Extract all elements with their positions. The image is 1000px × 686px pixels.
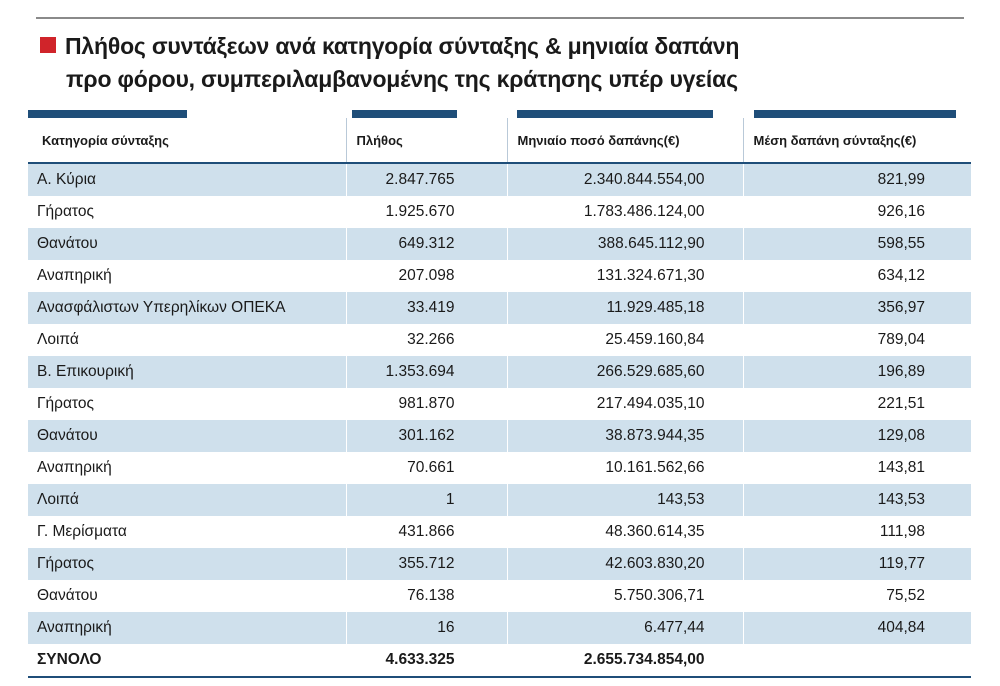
cell-category: Γήρατος — [37, 395, 94, 412]
cell-category: Γ. Μερίσματα — [37, 523, 127, 540]
cell-count: 1 — [346, 484, 507, 516]
table-row — [28, 292, 971, 324]
header-bar-count — [352, 110, 457, 118]
table-row — [28, 548, 971, 580]
cell-category: Γήρατος — [28, 548, 346, 580]
header-bar-amount — [517, 110, 713, 118]
header-category: Κατηγορία σύνταξης — [28, 118, 346, 163]
cell-monthly-amount: 266.529.685,60 — [507, 356, 743, 388]
cell-monthly-amount: 38.873.944,35 — [507, 420, 743, 452]
cell-average-cost: 221,51 — [743, 388, 971, 420]
total-average-cost — [743, 644, 971, 677]
header-count: Πλήθος — [346, 118, 507, 163]
pensions-table — [28, 118, 971, 678]
cell-category: Αναπηρική — [37, 267, 112, 284]
cell-monthly-amount: 1.783.486.124,00 — [507, 196, 743, 228]
cell-average-cost: 821,99 — [743, 163, 971, 196]
cell-monthly-amount: 42.603.830,20 — [507, 548, 743, 580]
cell-average-cost: 404,84 — [743, 612, 971, 644]
table-row — [28, 356, 971, 388]
table-header-row — [28, 118, 971, 163]
cell-monthly-amount: 143,53 — [507, 484, 743, 516]
cell-category: Β. Επικουρική — [28, 356, 346, 388]
cell-count: 70.661 — [346, 452, 507, 484]
cell-category: Θανάτου — [28, 228, 346, 260]
cell-count: 649.312 — [346, 228, 507, 260]
cell-average-cost: 789,04 — [743, 324, 971, 356]
cell-category: Α. Κύρια — [28, 163, 346, 196]
cell-category: Αναπηρική — [37, 459, 112, 476]
red-square-marker-icon — [40, 37, 56, 53]
cell-average-cost: 634,12 — [743, 260, 971, 292]
table-row — [28, 324, 971, 356]
cell-count: 33.419 — [346, 292, 507, 324]
cell-average-cost: 926,16 — [743, 196, 971, 228]
cell-monthly-amount: 11.929.485,18 — [507, 292, 743, 324]
cell-average-cost: 598,55 — [743, 228, 971, 260]
cell-category: Λοιπά — [28, 484, 346, 516]
table-row — [28, 420, 971, 452]
cell-count: 32.266 — [346, 324, 507, 356]
total-monthly-amount: 2.655.734.854,00 — [507, 644, 743, 677]
cell-count: 1.353.694 — [346, 356, 507, 388]
header-bar-average — [754, 110, 956, 118]
top-rule — [36, 17, 964, 19]
cell-count: 301.162 — [346, 420, 507, 452]
table-row — [28, 612, 971, 644]
cell-monthly-amount: 5.750.306,71 — [507, 580, 743, 612]
table-row — [28, 228, 971, 260]
cell-monthly-amount: 48.360.614,35 — [507, 516, 743, 548]
title-line-1: Πλήθος συντάξεων ανά κατηγορία σύνταξης & μηνιαία δαπάνη — [65, 33, 740, 59]
column-header-bars — [0, 110, 1000, 118]
cell-count: 207.098 — [346, 260, 507, 292]
cell-category: Θανάτου — [37, 587, 98, 604]
cell-category: Λοιπά — [37, 331, 79, 348]
cell-count: 431.866 — [346, 516, 507, 548]
cell-average-cost: 143,81 — [743, 452, 971, 484]
table-row — [28, 196, 971, 228]
cell-average-cost: 143,53 — [743, 484, 971, 516]
table-row — [28, 452, 971, 484]
cell-count: 355.712 — [346, 548, 507, 580]
table-total-row — [28, 644, 971, 677]
title-line-2: προ φόρου, συμπεριλαμβανομένης της κράτησης υπέρ υγείας — [66, 66, 738, 92]
chart-title — [40, 30, 980, 96]
cell-category: Γήρατος — [37, 203, 94, 220]
header-average-cost: Μέση δαπάνη σύνταξης(€) — [743, 118, 971, 163]
cell-category: Ανασφάλιστων Υπερηλίκων ΟΠΕΚΑ — [28, 292, 346, 324]
total-count: 4.633.325 — [346, 644, 507, 677]
cell-average-cost: 356,97 — [743, 292, 971, 324]
cell-monthly-amount: 131.324.671,30 — [507, 260, 743, 292]
cell-count: 16 — [346, 612, 507, 644]
cell-monthly-amount: 25.459.160,84 — [507, 324, 743, 356]
cell-count: 981.870 — [346, 388, 507, 420]
table-row — [28, 580, 971, 612]
header-bar-category — [28, 110, 187, 118]
table-row — [28, 260, 971, 292]
cell-average-cost: 119,77 — [743, 548, 971, 580]
cell-monthly-amount: 10.161.562,66 — [507, 452, 743, 484]
cell-average-cost: 111,98 — [743, 516, 971, 548]
cell-category: Αναπηρική — [28, 612, 346, 644]
cell-count: 1.925.670 — [346, 196, 507, 228]
cell-average-cost: 75,52 — [743, 580, 971, 612]
cell-monthly-amount: 2.340.844.554,00 — [507, 163, 743, 196]
cell-count: 76.138 — [346, 580, 507, 612]
cell-monthly-amount: 388.645.112,90 — [507, 228, 743, 260]
cell-monthly-amount: 217.494.035,10 — [507, 388, 743, 420]
cell-count: 2.847.765 — [346, 163, 507, 196]
cell-monthly-amount: 6.477,44 — [507, 612, 743, 644]
total-label: ΣΥΝΟΛΟ — [28, 644, 346, 677]
cell-category: Θανάτου — [28, 420, 346, 452]
cell-average-cost: 129,08 — [743, 420, 971, 452]
table-row — [28, 484, 971, 516]
table-row — [28, 516, 971, 548]
header-monthly-amount: Μηνιαίο ποσό δαπάνης(€) — [507, 118, 743, 163]
table-row — [28, 388, 971, 420]
table-row — [28, 163, 971, 196]
cell-average-cost: 196,89 — [743, 356, 971, 388]
